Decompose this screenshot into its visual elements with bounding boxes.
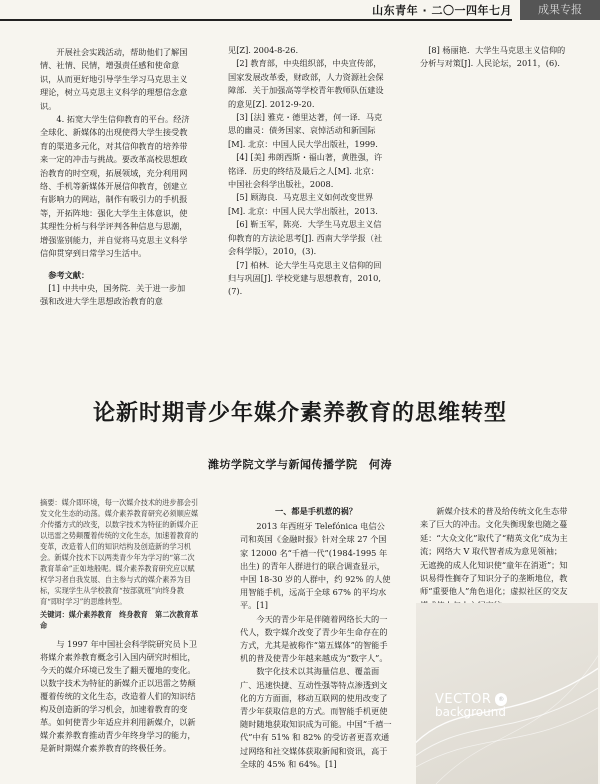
body-column-middle — [240, 505, 392, 771]
header-rule — [0, 19, 512, 21]
reference-item: [6] 靳玉军，陈亮．大学生马克思主义信仰教育的方法论思考[J]. 西南大学学报（社会科学版），2010，(3)． — [228, 219, 383, 257]
paragraph: 开展社会实践活动，帮助他们了解国情、社情、民情，增强责任感和使命意识，从而更好地引导学生学习马克思主义理论，树立马克思主义科学的理想信念意识。 — [40, 47, 188, 111]
watermark-line2: background — [435, 705, 506, 719]
reference-item: [2] 教育部，中央组织部，中央宣传部，国家发展改革委，财政部，人力资源社会保障部．关于加强高等学校青年教师队伍建设的意见[Z]. 2012-9-20. — [228, 58, 384, 109]
paragraph: 4. 拓宽大学生信仰教育的平台。经济全球化、新媒体的出现使得大学生接受教育的渠道多元化，对其信仰教育的培养带来一定的冲击与挑战。要改革高校思想政治教育的时空观，拓展领域，充分利用网络、手机等新媒体开展信仰教育，创建立有影响力的网站，制作有吸引力的手机报等，开拓阵地：强化大学生主体意识，使其理性分析与科学评判各种信息与思潮，增强鉴别能力，并自觉将马克思主义科学信仰贯穿到日常学习生活中。 — [40, 114, 190, 259]
article-title: 论新时期青少年媒介素养教育的思维转型 — [92, 401, 507, 426]
paragraph: 2013 年西班牙 Telefónica 电信公司和英国《金融时报》针对全球 27 个国家 12000 名“千禧一代”(1984-1995 年出生) 的青年人群进行的联合调查显示，中国 18-30 岁的人群中，约 92% 的人使用智能手机，远高于全球 67% 的平均水平。[1] — [240, 521, 391, 611]
reference-item: [8] 杨丽艳．大学生马克思主义信仰的分析与对策[J]. 人民论坛，2011，(6)． — [420, 45, 566, 69]
watermark-line1: VECTOR — [435, 692, 492, 707]
body-column-left — [40, 638, 200, 755]
keywords: 关键词：媒介素养教育 终身教育 第二次教育革命 — [40, 610, 199, 630]
page-header — [0, 0, 600, 22]
reference-item: [4] [美] 弗朗西斯・福山著，黄胜强，许铭译．历史的终结及最后之人[M]. 北京：中国社会科学出版社，2008. — [228, 152, 383, 190]
article-byline: 潍坊学院文学与新闻传播学院 何涛 — [208, 458, 392, 471]
article-abstract — [40, 497, 200, 631]
section-tag: 成果专报 — [520, 0, 600, 20]
journal-masthead: 山东青年 · 二〇一四年七月 — [372, 4, 512, 17]
reference-item: [5] 顾海良．马克思主义如何改变世界[M]. 北京：中国人民大学出版社，2013. — [228, 192, 378, 216]
paragraph: 今天的青少年是伴随着网络长大的一代人，数字媒介改变了青少年生命存在的方式，尤其是被称作“第五媒体”的智能手机的普及使青少年越来越成为“数字人”。 — [240, 613, 388, 664]
paragraph: 新媒介技术的普及给传统文化生态带来了巨大的冲击。文化失衡现象也随之蔓延：“大众文化”取代了“精英文化”成为主流；网络大 V 取代智者成为意见领袖；无遮挽的成人化知识使“童年在消逝”；知识易得性搁夺了知识分子的垄断地位，教师“重要他人”角色退化；虚拟社区的交友 — [420, 506, 568, 597]
watermark-image — [416, 603, 598, 784]
top-column-middle — [228, 44, 386, 299]
reference-item: 见[Z]. 2004-8-26. — [228, 45, 299, 55]
watermark-badge: ® — [495, 693, 507, 706]
paragraph: 数字化技术以其海量信息、覆盖面广、迅速快捷、互动性强等特点渗透到文化的方方面面，移动互联网的使用改变了青少年获取信息的方式。而智能手机更使随时随地获取知识成为可能。中国“千禧一代”中有 51% 和 82% 的受访者更喜欢通过网络和社交媒体获取新闻和资讯，高于全球的 45% 和 64%。[1] — [240, 666, 392, 769]
reference-item: [1] 中共中央，国务院．关于进一步加强和改进大学生思想政治教育的意 — [40, 282, 186, 307]
section-heading: 一、都是手机惹的祸？ — [275, 506, 357, 516]
watermark-logo — [435, 693, 507, 719]
top-column-left — [40, 46, 192, 309]
top-column-right — [420, 44, 568, 71]
references-heading: 参考文献： — [48, 269, 90, 280]
reference-item: [3] [法] 雅克・德里达著，何一译．马克思的幽灵：债务国家、哀悼活动和新国际[M]. 北京：中国人民大学出版社，1999. — [228, 112, 383, 149]
paragraph: 与 1997 年中国社会科学院研究员卜卫将媒介素养教育概念引入国内研究时相比，今天的媒介环境已发生了翻天覆地的变化。以数字技术为特征的新媒介正以迅雷之势颠覆着传统的文化生态，改造着人们的知识结构及创造新的学习机会，加速着教育的变革。如何使青少年适应并利用新媒介，以新媒介素养教育推动青少年终身学习的能力，是新时期媒介素养教育的终极任务。 — [40, 639, 198, 753]
body-column-right — [420, 505, 570, 612]
reference-item: [7] 柏林．论大学生马克思主义信仰的回归与巩固[J]. 学校党建与思想教育，2010, (7). — [228, 259, 382, 297]
abstract-text: 摘要：媒介即环境，每一次媒介技术的进步都会引发文化生态的动荡。媒介素养教育研究必须顺应媒介传播方式的改变，以数字技术为特征的新媒介正以迅雷之势颠覆着传统的文化生态，加速着教育的变革，改造着人们的知识结构及创造新的学习机会。新媒介技术下以两类青少年为学习的“第二次教育革命”正如地般呢。媒介素养教育研究应以赋权学习者自我发展、自主参与式的媒介素养为目标，实现学生从学校教育“按部就班”向终身教育“即时学习”的思维转型。 — [40, 498, 199, 606]
